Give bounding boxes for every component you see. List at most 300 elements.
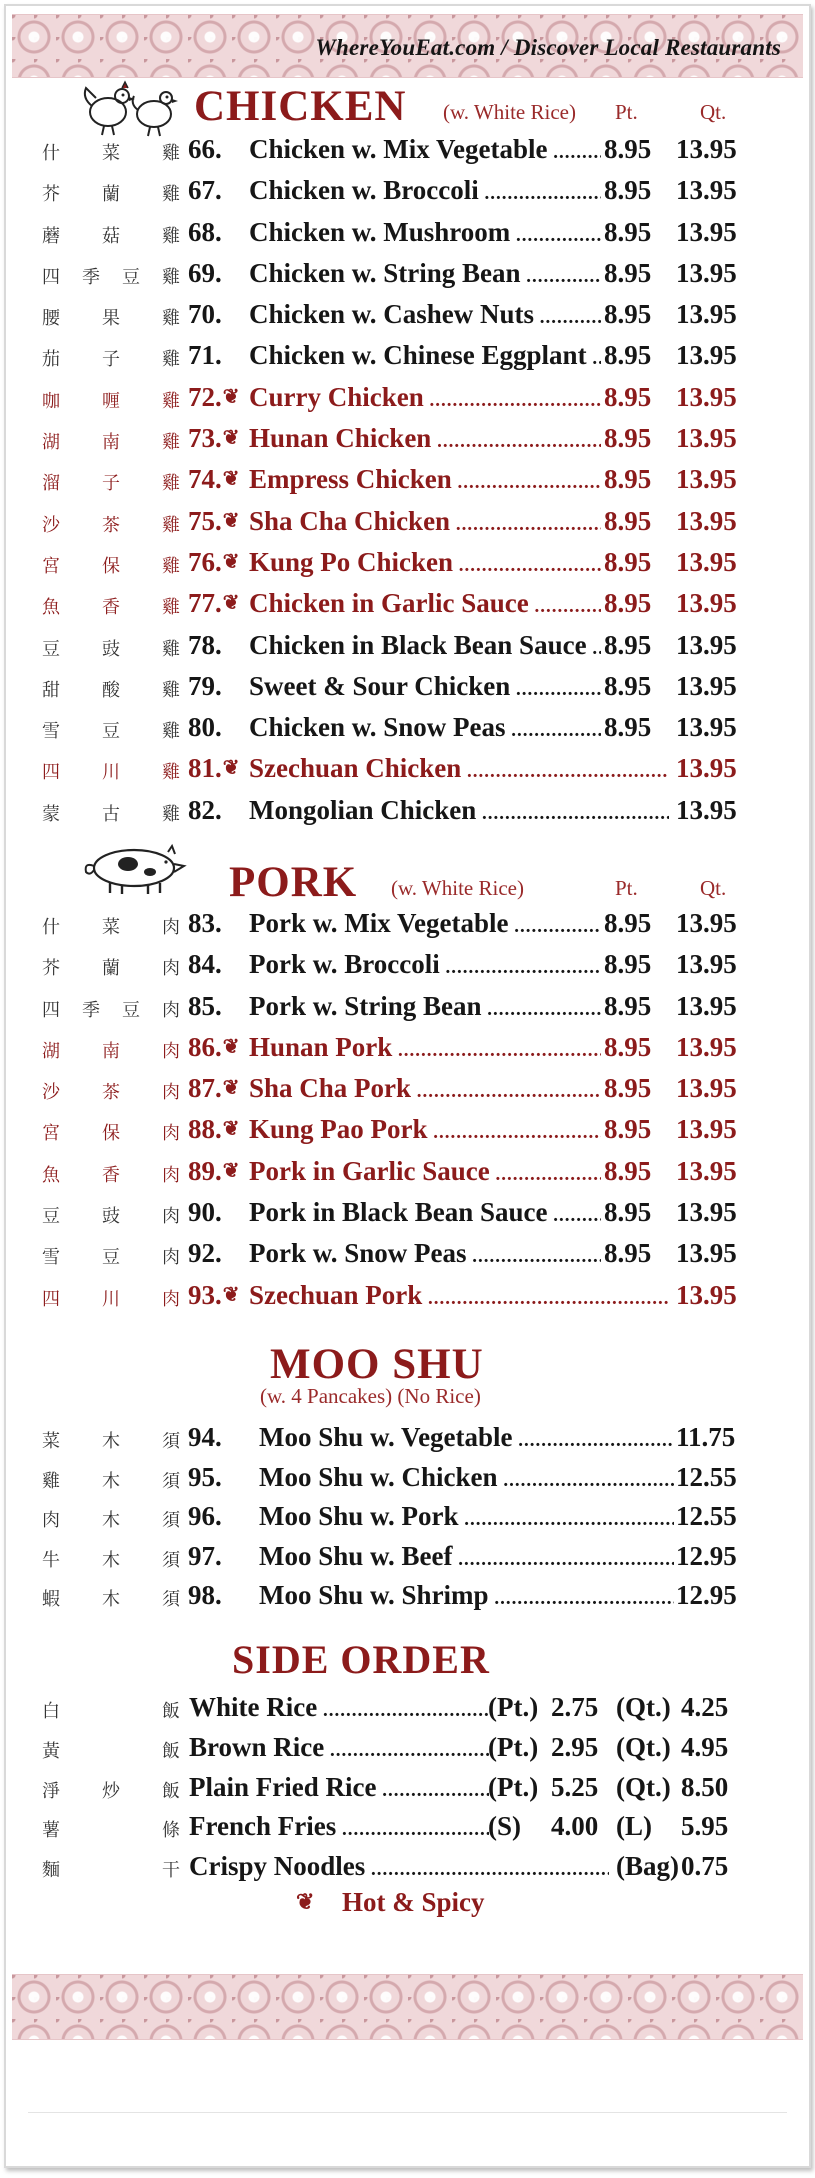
pork-title: PORK (229, 859, 358, 906)
item-name: Moo Shu w. Beef ..... (259, 1541, 674, 1572)
chicken-header (6, 82, 809, 130)
item-number-text: 71. (188, 340, 222, 371)
chinese-char: 蘑 (42, 225, 60, 247)
menu-item-row (6, 904, 809, 945)
price-quart: 13.95 (676, 629, 737, 660)
price-pint: 8.95 (604, 712, 652, 743)
chinese-char: 雞 (162, 143, 180, 164)
menu-item-row (6, 708, 809, 749)
price-large: 8.50 (681, 1771, 729, 1802)
item-name: Pork in Black Bean Sauce ..... (249, 1197, 601, 1228)
item-number: 95. (188, 1461, 222, 1492)
menu-item-row (6, 1418, 809, 1458)
item-number-text: 75. (188, 505, 222, 536)
item-number (188, 1114, 240, 1145)
chinese-char: 酸 (102, 679, 120, 701)
item-number (188, 423, 240, 454)
item-name: Brown Rice ..... (189, 1732, 489, 1763)
chinese-char: 季 (82, 999, 100, 1021)
item-number (188, 991, 222, 1022)
chinese-char: 須 (162, 1470, 180, 1492)
menu-item-row (6, 945, 809, 986)
item-name: Moo Shu w. Chicken ..... (259, 1462, 674, 1493)
menu-item-row (6, 1152, 809, 1193)
item-number-text: 79. (188, 670, 222, 701)
menu-item-row (6, 543, 809, 584)
menu-item-row (6, 130, 809, 171)
chili-pepper-icon: ❦ (222, 427, 240, 450)
pork-col-pt: Pt. (615, 876, 638, 900)
chinese-name (42, 758, 180, 784)
pig-illustration (78, 840, 190, 896)
item-number-text: 93. (188, 1279, 222, 1310)
menu-item-row (6, 1458, 809, 1498)
price-small: 5.25 (551, 1771, 599, 1802)
chinese-name (42, 511, 180, 537)
chinese-char: 須 (162, 1510, 180, 1532)
chinese-name (42, 1856, 180, 1882)
item-number (188, 588, 240, 619)
item-number: 98. (188, 1580, 222, 1611)
item-number-text: 73. (188, 423, 222, 454)
item-number-text: 81. (188, 753, 222, 784)
item-name: French Fries ..... (189, 1811, 489, 1842)
chili-pepper-icon: ❦ (222, 1077, 240, 1100)
price-pint: 8.95 (604, 134, 652, 164)
price-quart: 13.95 (676, 670, 737, 701)
chinese-name (42, 1161, 180, 1187)
pork-item-list (6, 904, 809, 1317)
chinese-name (42, 635, 180, 661)
item-number (188, 506, 240, 537)
chinese-char: 飯 (162, 1701, 180, 1722)
chinese-char: 雞 (162, 266, 180, 288)
price-pint: 8.95 (604, 949, 652, 980)
mooshu-header (6, 1340, 809, 1416)
chinese-char: 子 (102, 473, 120, 495)
chinese-char: 白 (42, 1701, 60, 1722)
menu-item-row (6, 295, 809, 336)
chinese-char: 豆 (42, 638, 60, 660)
item-price: 12.55 (676, 1461, 737, 1492)
price-pint: 8.95 (604, 1114, 652, 1145)
chinese-char: 木 (102, 1431, 120, 1452)
chinese-char: 雞 (162, 349, 180, 371)
item-name: Crispy Noodles ..... (189, 1851, 609, 1882)
chinese-char: 雞 (162, 390, 180, 412)
price-quart: 13.95 (676, 546, 737, 577)
item-number-text: 66. (188, 134, 222, 164)
chinese-char: 雪 (42, 721, 60, 743)
item-name: Mongolian Chicken ..... (249, 795, 669, 826)
item-number (188, 795, 222, 826)
item-name: Moo Shu w. Shrimp ..... (259, 1580, 674, 1611)
chinese-char: 保 (102, 1123, 120, 1145)
chinese-char: 雪 (42, 1247, 60, 1269)
chicken-title: CHICKEN (194, 83, 407, 130)
item-number (188, 134, 222, 165)
chinese-char: 木 (102, 1510, 120, 1532)
chinese-char: 雞 (162, 308, 180, 330)
chicken-col-pt: Pt. (615, 100, 638, 124)
price-pint: 8.95 (604, 546, 652, 577)
size-large-label: (Qt.) (616, 1771, 671, 1802)
size-small-label: (S) (488, 1811, 521, 1842)
chinese-name (42, 1737, 180, 1763)
price-large: 5.95 (681, 1811, 729, 1842)
chinese-char: 豆 (42, 1206, 60, 1228)
item-number (188, 217, 222, 248)
chinese-name (42, 552, 180, 578)
chinese-name (42, 954, 180, 980)
item-number (188, 1156, 240, 1187)
item-name: Chicken w. Snow Peas ..... (249, 712, 601, 743)
menu-item-row (6, 336, 809, 377)
chinese-char: 雞 (162, 638, 180, 660)
menu-page (4, 4, 811, 2168)
item-name: Chicken w. Mix Vegetable ..... (249, 134, 601, 165)
item-number (188, 175, 222, 206)
chinese-char: 木 (102, 1470, 120, 1492)
menu-item-row (6, 213, 809, 254)
pork-header (6, 844, 809, 906)
item-name: Sha Cha Pork ..... (249, 1073, 601, 1104)
item-number (188, 753, 240, 784)
chinese-char: 須 (162, 1589, 180, 1611)
chinese-char: 菜 (102, 143, 120, 164)
size-large-label: (Bag) (616, 1851, 679, 1882)
price-pint: 8.95 (604, 1073, 652, 1104)
chinese-char: 肉 (162, 917, 180, 938)
chinese-char: 肉 (162, 1040, 180, 1062)
item-number-text: 72. (188, 381, 222, 412)
chinese-char: 蘭 (102, 184, 120, 206)
menu-item-row (6, 667, 809, 708)
chili-pepper-icon: ❦ (222, 1118, 240, 1141)
chinese-char: 沙 (42, 1082, 60, 1104)
item-number-text: 83. (188, 908, 222, 938)
menu-item-row (6, 1497, 809, 1537)
item-price: 11.75 (676, 1422, 736, 1452)
menu-item-row (6, 1234, 809, 1275)
price-pint: 8.95 (604, 629, 652, 660)
side-order-row (6, 1688, 809, 1728)
chinese-char: 保 (102, 555, 120, 577)
item-number (188, 712, 222, 743)
chinese-char: 肉 (162, 999, 180, 1021)
chinese-name (42, 996, 180, 1022)
price-small: 2.75 (551, 1692, 599, 1722)
menu-item-row (6, 171, 809, 212)
spicy-legend (6, 1887, 809, 1927)
item-name: Pork w. Broccoli ..... (249, 949, 601, 980)
chinese-char: 雞 (162, 679, 180, 701)
item-name: Empress Chicken ..... (249, 464, 601, 495)
menu-item-row (6, 1276, 809, 1317)
chinese-char: 菇 (102, 225, 120, 247)
price-quart: 13.95 (676, 1197, 737, 1228)
chinese-char: 甜 (42, 679, 60, 701)
chicken-item-list (6, 130, 809, 832)
item-number-text: 82. (188, 794, 222, 825)
price-quart: 13.95 (676, 949, 737, 980)
price-pint: 8.95 (604, 505, 652, 536)
price-pint: 8.95 (604, 464, 652, 495)
chinese-char: 茶 (102, 514, 120, 536)
chinese-char: 菜 (42, 1431, 60, 1452)
chinese-char: 腰 (42, 308, 60, 330)
chinese-char: 魚 (42, 1164, 60, 1186)
chinese-char: 蘭 (102, 958, 120, 980)
price-quart: 13.95 (676, 175, 737, 206)
price-pint: 8.95 (604, 1197, 652, 1228)
item-name: Sha Cha Chicken ..... (249, 506, 601, 537)
chinese-name (42, 1243, 180, 1269)
menu-item-row (6, 378, 809, 419)
item-name: Kung Po Chicken ..... (249, 547, 601, 578)
side-order-item-list (6, 1688, 809, 1887)
chinese-name (42, 345, 180, 371)
price-pint: 8.95 (604, 670, 652, 701)
chinese-char: 果 (102, 308, 120, 330)
item-name: Pork w. Snow Peas ..... (249, 1238, 601, 1269)
chinese-char: 蝦 (42, 1589, 60, 1611)
chinese-char: 古 (102, 803, 120, 825)
price-quart: 13.95 (676, 1031, 737, 1062)
chinese-char: 南 (102, 432, 120, 454)
chinese-name (42, 1427, 180, 1453)
item-number (188, 340, 222, 371)
item-number-text: 87. (188, 1073, 222, 1104)
chinese-char: 豆 (122, 999, 140, 1021)
item-number (188, 258, 222, 289)
menu-item-row (6, 1576, 809, 1616)
item-price: 12.95 (676, 1580, 737, 1611)
item-name: Pork w. Mix Vegetable ..... (249, 908, 601, 939)
menu-item-row (6, 1069, 809, 1110)
item-number-text: 74. (188, 464, 222, 495)
chinese-name (42, 1037, 180, 1063)
item-number: 94. (188, 1422, 222, 1452)
item-number-text: 84. (188, 949, 222, 980)
menu-item-row (6, 254, 809, 295)
chili-pepper-icon: ❦ (296, 1888, 315, 1914)
price-quart: 13.95 (676, 1238, 737, 1269)
item-name: Pork in Garlic Sauce ..... (249, 1156, 601, 1187)
item-number-text: 70. (188, 299, 222, 330)
item-name: Curry Chicken ..... (249, 382, 601, 413)
menu-item-row (6, 791, 809, 832)
item-name: White Rice ..... (189, 1692, 489, 1723)
chinese-name (42, 676, 180, 702)
mooshu-title: MOO SHU (270, 1341, 484, 1388)
item-number-text: 67. (188, 175, 222, 206)
item-number (188, 908, 222, 939)
price-pint: 8.95 (604, 1031, 652, 1062)
price-pint: 8.95 (604, 1238, 652, 1269)
item-name: Szechuan Chicken ..... (249, 753, 669, 784)
chinese-name (42, 1078, 180, 1104)
price-pint: 8.95 (604, 588, 652, 619)
price-quart: 13.95 (676, 464, 737, 495)
price-large: 4.25 (681, 1692, 729, 1722)
pork-col-qt: Qt. (700, 876, 727, 900)
chinese-char: 魚 (42, 597, 60, 619)
price-small: 2.95 (551, 1731, 599, 1762)
chinese-char: 薯 (42, 1820, 60, 1842)
item-number (188, 1197, 222, 1228)
spicy-legend-label: Hot & Spicy (342, 1886, 485, 1917)
item-number (188, 1073, 240, 1104)
price-quart: 13.95 (676, 588, 737, 619)
chinese-char: 湖 (42, 432, 60, 454)
chinese-char: 炒 (102, 1780, 120, 1802)
chinese-name (42, 1285, 180, 1311)
menu-item-row (6, 987, 809, 1028)
item-number (188, 1280, 240, 1311)
price-quart: 13.95 (676, 908, 737, 938)
chinese-char: 什 (42, 143, 60, 164)
chinese-name (42, 1816, 180, 1842)
chinese-name (42, 1777, 180, 1803)
price-pint: 8.95 (604, 257, 652, 288)
item-number: 96. (188, 1501, 222, 1532)
chili-pepper-icon: ❦ (222, 1159, 240, 1182)
chinese-name (42, 1202, 180, 1228)
price-quart: 13.95 (676, 990, 737, 1021)
chinese-char: 雞 (162, 555, 180, 577)
chinese-char: 四 (42, 266, 60, 288)
chinese-char: 條 (162, 1820, 180, 1842)
chinese-char: 芥 (42, 184, 60, 206)
chinese-char: 香 (102, 597, 120, 619)
item-number (188, 630, 222, 661)
price-quart: 13.95 (676, 1155, 737, 1186)
chinese-char: 川 (102, 1288, 120, 1310)
price-large: 0.75 (681, 1851, 729, 1882)
chinese-char: 木 (102, 1589, 120, 1611)
chinese-name (42, 913, 180, 939)
chinese-char: 沙 (42, 514, 60, 536)
chili-pepper-icon: ❦ (222, 550, 240, 573)
chinese-char: 須 (162, 1549, 180, 1571)
item-name: Chicken w. Broccoli ..... (249, 175, 601, 206)
item-number (188, 547, 240, 578)
chinese-name (42, 593, 180, 619)
size-small-label: (Pt.) (488, 1692, 539, 1722)
chicken-illustration (78, 76, 188, 138)
price-pint: 8.95 (604, 908, 652, 938)
side-order-row (6, 1768, 809, 1808)
price-quart: 13.95 (676, 340, 737, 371)
item-number-text: 78. (188, 629, 222, 660)
price-quart: 13.95 (676, 753, 737, 784)
chinese-char: 黃 (42, 1740, 60, 1762)
menu-item-row (6, 460, 809, 501)
item-price: 12.55 (676, 1501, 737, 1532)
menu-item-row (6, 502, 809, 543)
item-number (188, 949, 222, 980)
item-name: Pork w. String Bean ..... (249, 991, 601, 1022)
item-number (188, 671, 222, 702)
chinese-char: 飯 (162, 1780, 180, 1802)
chinese-name (42, 1506, 180, 1532)
chinese-char: 雞 (162, 225, 180, 247)
chinese-char: 茄 (42, 349, 60, 371)
chinese-char: 喱 (102, 390, 120, 412)
chinese-char: 咖 (42, 390, 60, 412)
menu-item-row (6, 419, 809, 460)
menu-item-row (6, 1537, 809, 1577)
chinese-name (42, 139, 180, 165)
mooshu-note: (w. 4 Pancakes) (No Rice) (260, 1384, 481, 1408)
chinese-char: 雞 (42, 1470, 60, 1492)
side-order-row (6, 1807, 809, 1847)
chinese-char: 雞 (162, 473, 180, 495)
size-small-label: (Pt.) (488, 1731, 539, 1762)
price-pint: 8.95 (604, 381, 652, 412)
chinese-char: 雞 (162, 597, 180, 619)
chinese-char: 肉 (162, 1247, 180, 1269)
menu-item-row (6, 1193, 809, 1234)
chinese-name (42, 717, 180, 743)
size-large-label: (Qt.) (616, 1731, 671, 1762)
chicken-section (6, 82, 809, 832)
chinese-name (42, 428, 180, 454)
item-number (188, 299, 222, 330)
item-name: Sweet & Sour Chicken ..... (249, 671, 601, 702)
item-number-text: 69. (188, 257, 222, 288)
chinese-char: 麵 (42, 1860, 60, 1882)
chinese-char: 雞 (162, 432, 180, 454)
side-order-title: SIDE ORDER (232, 1637, 490, 1682)
chinese-char: 肉 (162, 1164, 180, 1186)
chinese-char: 飯 (162, 1740, 180, 1762)
item-number-text: 76. (188, 546, 222, 577)
chinese-char: 肉 (162, 1082, 180, 1104)
item-name: Chicken w. Mushroom ..... (249, 217, 601, 248)
chinese-name (42, 1119, 180, 1145)
chinese-char: 雞 (162, 514, 180, 536)
chinese-char: 肉 (162, 1206, 180, 1228)
item-name: Szechuan Pork ..... (249, 1280, 669, 1311)
item-number-text: 89. (188, 1155, 222, 1186)
chinese-char: 豆 (102, 721, 120, 743)
item-number-text: 80. (188, 712, 222, 743)
chili-pepper-icon: ❦ (222, 1283, 240, 1306)
chili-pepper-icon: ❦ (222, 385, 240, 408)
chinese-char: 湖 (42, 1040, 60, 1062)
item-name: Plain Fried Rice ..... (189, 1772, 489, 1803)
size-small-label: (Pt.) (488, 1771, 539, 1802)
item-name: Chicken in Garlic Sauce ..... (249, 588, 601, 619)
price-quart: 13.95 (676, 257, 737, 288)
price-quart: 13.95 (676, 381, 737, 412)
item-number (188, 464, 240, 495)
chinese-name (42, 1467, 180, 1493)
chinese-char: 香 (102, 1164, 120, 1186)
price-pint: 8.95 (604, 423, 652, 454)
chinese-name (42, 180, 180, 206)
chinese-name (42, 1546, 180, 1572)
size-large-label: (Qt.) (616, 1692, 671, 1722)
chinese-char: 豉 (102, 638, 120, 660)
item-name: Hunan Chicken ..... (249, 423, 601, 454)
price-pint: 8.95 (604, 340, 652, 371)
chinese-name (42, 469, 180, 495)
item-number-text: 88. (188, 1114, 222, 1145)
chinese-name (42, 1585, 180, 1611)
